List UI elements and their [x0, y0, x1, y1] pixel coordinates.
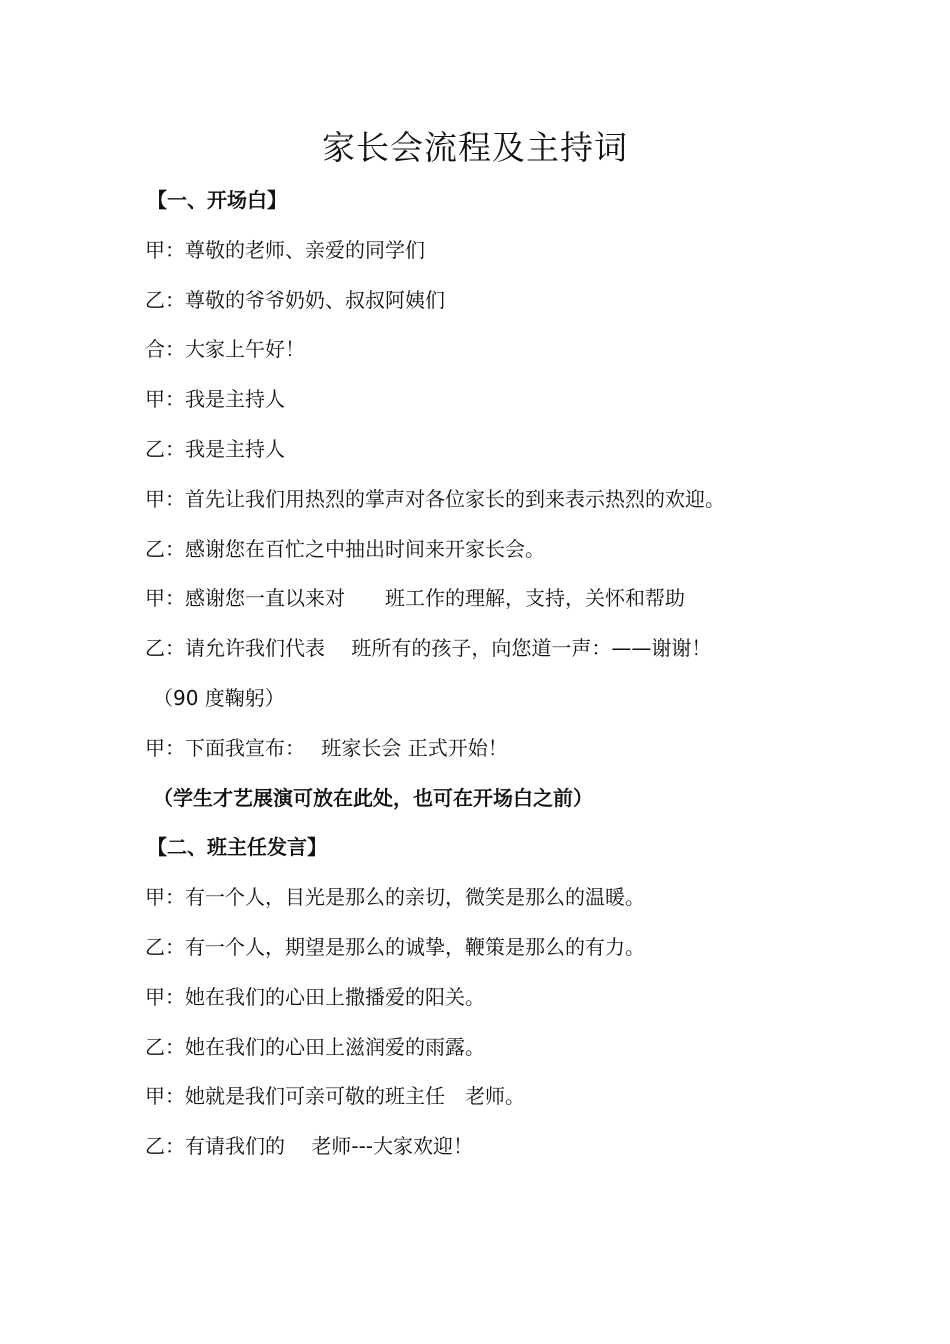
- script-line: 合：大家上午好！: [145, 337, 305, 362]
- stage-direction: （90 度鞠躬）: [153, 685, 285, 710]
- section-heading-teacher-speech: 【二、班主任发言】: [147, 835, 327, 860]
- script-line: 甲：感谢您一直以来对 班工作的理解，支持，关怀和帮助: [145, 586, 685, 611]
- program-note: （学生才艺展演可放在此处，也可在开场白之前）: [153, 785, 593, 810]
- script-line: 乙：我是主持人: [145, 436, 285, 461]
- script-line: 乙：尊敬的爷爷奶奶、叔叔阿姨们: [145, 287, 445, 312]
- script-body: [145, 180, 905, 1176]
- script-line: 甲：她就是我们可亲可敬的班主任 老师。: [145, 1084, 525, 1109]
- script-line: 甲：尊敬的老师、亲爱的同学们: [145, 237, 425, 262]
- script-line: 甲：首先让我们用热烈的掌声对各位家长的到来表示热烈的欢迎。: [145, 486, 725, 511]
- section-heading-opening: 【一、开场白】: [147, 188, 287, 212]
- script-line: 甲：下面我宣布： 班家长会 正式开始！: [145, 735, 508, 760]
- script-line: 甲：她在我们的心田上撒播爱的阳关。: [145, 984, 485, 1009]
- document-title: 家长会流程及主持词: [322, 128, 628, 167]
- script-line: 乙：请允许我们代表 班所有的孩子，向您道一声：——谢谢！: [145, 636, 712, 661]
- script-line: 甲：有一个人，目光是那么的亲切，微笑是那么的温暖。: [145, 885, 645, 910]
- script-line: 乙：有请我们的 老师---大家欢迎！: [145, 1134, 474, 1159]
- script-line: 甲：我是主持人: [145, 387, 285, 412]
- script-line: 乙：感谢您在百忙之中抽出时间来开家长会。: [145, 536, 545, 561]
- script-line: 乙：有一个人，期望是那么的诚挚，鞭策是那么的有力。: [145, 934, 645, 959]
- script-line: 乙：她在我们的心田上滋润爱的雨露。: [145, 1034, 485, 1059]
